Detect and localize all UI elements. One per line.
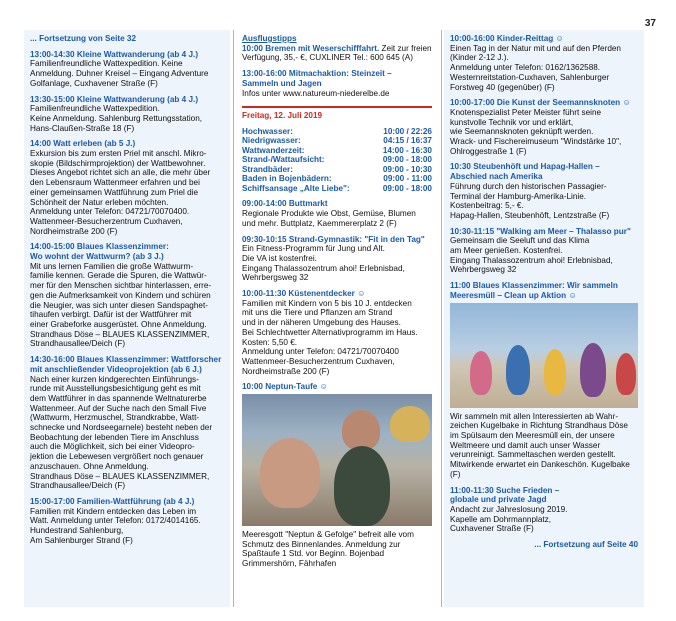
column-left [24,30,230,607]
event-body: Familien mit Kindern von 5 bis 10 J. entdecken mit uns die Tiere und Pflanzen am Strand und in der näheren Umgebung des Hauses. Bei Schlechtwetter Alternativprogramm im Haus. Kosten: 5,50 €. Anmeldung unter Telefon: 04721/70070400 Wattenmeer-Besucherzentrum Cuxhaven, Nordheimstraße 200 (F) [242,298,418,376]
column-divider [441,30,442,607]
event-item [242,289,432,376]
table-row [242,146,432,156]
tip-item [242,69,432,98]
event-body: Exkursion bis zum ersten Priel mit anschl. Mikro- skopie (Bildschirmprojektion) der Wattbewohner. Dieses Angebot richtet sich an alle, die mehr über den Lebensraum Wattenmeer erfahren und bei einer gemeinsamen Wattführung zum Priel die Schönheit der Natur erleben möchten. Anmeldung unter Telefon: 04721/70070400. Wattenmeer-Besucherzentrum Cuxhaven, Nordheimstraße 200 (F) [30,149,211,236]
tip-title: 10:00 Bremen mit Weserschifffahrt. [242,43,380,53]
page-number: 37 [644,18,656,29]
tide-label: Niedrigwasser: [242,136,301,146]
tide-label: Baden in Bojenbädern: [242,174,332,184]
event-body: Ein Fitness-Programm für Jung und Alt. Die VA ist kostenfrei. Eingang Thalassozentrum ahoi! Erlebnisbad, Wehrbergsweg 32 [242,244,405,283]
table-row [242,127,432,137]
person-shape [470,351,492,395]
tide-value: 04:15 / 16:37 [383,136,432,146]
event-title: 10:00-11:30 Küstenentdecker ☺ [242,289,366,299]
event-title: 13:00-14:30 Kleine Wattwanderung (ab 4 J.) [30,49,199,59]
event-body: Knotenspezialist Peter Meister führt seine kunstvolle Technik vor und erklärt, wie Seemannsknoten geknüpft werden. Wrack- und Fischereimuseum "Windstärke 10", Ohlroggestraße 1 (F) [450,107,622,156]
event-body: Einen Tag in der Natur mit und auf den Pferden (Kinder 2-12 J.). Anmeldung unter Telefon: 0162/1362588. Westernreitstation-Cuxhaven, Sahlenburger Forstweg 40 (gegenüber) (F) [450,43,621,92]
date-heading: Freitag, 12. Juli 2019 [242,111,323,121]
person-shape [260,438,320,508]
person-shape [334,446,390,526]
column-divider [233,30,234,607]
event-item [450,34,638,92]
table-row [242,184,432,194]
tide-value: 14:00 - 16:30 [382,145,432,155]
event-item [30,497,224,546]
column-right [444,30,644,607]
event-title: 10:30 Steubenhöft und Hapag-Hallen – Abschied nach Amerika [450,162,600,182]
continued-to: ... Fortsetzung auf Seite 40 [534,540,638,550]
tide-value: 10:00 / 22:26 [383,126,432,136]
tide-value: 09:00 - 11:00 [383,174,432,184]
event-title: 10:00-17:00 Die Kunst der Seemannsknoten ☺ [450,98,631,108]
person-shape [616,353,636,395]
event-title: 11:00-11:30 Suche Frieden – globale und private Jagd [450,485,560,505]
event-body: Familien mit Kindern entdecken das Leben im Watt. Anmeldung unter Telefon: 0172/4014165. Hundestrand Sahlenburg, Am Sahlenburger Strand (F) [30,506,201,545]
event-item [30,355,224,491]
tide-value: 09:00 - 18:00 [382,183,432,193]
person-shape [506,345,530,395]
tide-label: Wattwanderzeit: [242,145,305,155]
event-body: Familienfreundliche Wattexpedition. Keine Anmeldung. Duhner Kreisel – Eingang Adventure Golfanlage, Cuxhavener Straße (F) [30,59,209,88]
event-title: 15:00-17:00 Familien-Wattführung (ab 4 J.) [30,496,195,506]
event-body: Regionale Produkte wie Obst, Gemüse, Blumen und mehr. Buttplatz, Kaemmererplatz 2 (F) [242,209,416,228]
neptun-photo [242,394,432,526]
table-row [242,136,432,146]
tide-label: Hochwasser: [242,126,293,136]
event-body: Mit uns lernen Familien die große Wattwurm- familie kennen. Gerade die Spuren, die Wattwür- mer für den Menschen sichtbar hinterlassen, erre- gen die Aufmerksamkeit von Kindern und schüren die Neugier, was sich unter diesen Sandspaghet- tihaufen verbirgt. Dafür ist der Wattführer mit einer Grabeforke ausgerüstet. Ohne Anmeldung. Strandhaus Döse – BLAUES KLASSENZIMMER, Strandhausallee/Deich (F) [30,261,212,349]
event-item [450,162,638,220]
tide-label: Schiffsansage „Alte Liebe": [242,183,350,193]
person-shape [580,343,606,397]
event-title: 11:00 Blaues Klassenzimmer: Wir sammeln Meeresmüll – Clean up Aktion ☺ [450,281,618,300]
event-title: 09:30-10:15 Strand-Gymnastik: "Fit in den Tag" [242,234,425,244]
event-item [30,139,224,236]
event-item [30,50,224,89]
tide-value: 09:00 - 10:30 [382,164,432,174]
crown-shape [390,406,430,442]
tip-item [242,44,432,63]
continued-from: ... Fortsetzung von Seite 32 [30,34,137,43]
tip-body: Infos unter www.natureum-niederelbe.de [242,88,390,98]
table-row [242,155,432,165]
event-item [242,235,432,284]
event-title: 10:30-11:15 "Walking am Meer – Thalasso pur" [450,226,631,236]
beach-cleanup-photo [450,303,638,408]
event-title: 14:30-16:00 Blaues Klassenzimmer: Wattforscher mit anschließender Videoprojektion (ab 6 J.) [30,355,222,374]
tide-label: Strand-/Wattaufsicht: [242,155,325,165]
event-item [242,199,432,228]
tide-label: Strandbäder: [242,164,293,174]
column-middle [236,30,438,607]
event-title: 09:00-14:00 Buttmarkt [242,199,328,209]
event-body: Familienfreundliche Wattexpedition. Keine Anmeldung. Sahlenburg Rettungsstation, Hans-Claußen-Straße 18 (F) [30,104,203,133]
tip-body: Zeit zur freien Verfügung, 35,- €, CUXLINER Tel.: 600 645 (A) [242,43,432,63]
event-title: 13:30-15:00 Kleine Wattwanderung (ab 4 J.) [30,94,199,104]
tide-table [242,127,432,194]
event-body: Gemeinsam die Seeluft und das Klima am Meer genießen. Kostenfrei. Eingang Thalassozentrum ahoi! Erlebnisbad, Wehrbergsweg 32 [450,236,613,275]
event-title: 14:00 Watt erleben (ab 5 J.) [30,139,136,149]
event-title: 10:00-16:00 Kinder-Reittag ☺ [450,34,564,43]
event-item [450,227,638,276]
event-title: 10:00 Neptun-Taufe ☺ [242,382,328,392]
event-body: Führung durch den historischen Passagier- Terminal der Hamburg-Amerika-Linie. Kostenbeitrag: 5,- €. Hapag-Hallen, Steubenhöft, Lentzstraße (F) [450,181,610,220]
event-item [30,95,224,134]
date-divider [242,106,432,108]
person-shape [544,349,566,395]
event-item [30,242,224,349]
event-body: Wir sammeln mit allen Interessierten ab Wahr- zeichen Kugelbake in Richtung Strandhaus Döse im Spülsaum den Meeresmüll ein, der unsere Weltmeere und damit auch unser Wasser verunreinigt. Sammeltaschen werden gestellt. Mitwirkende erwartet ein Dankeschön. Kugelbake (F) [450,411,630,479]
event-body: Meeresgott "Neptun & Gefolge" befreit alle vom Schmutz des Binnenlandes. Anmeldung zur Spaßtaufe 1 Std. vor Beginn. Bojenbad Grimmershörn, Fährhafen [242,530,414,569]
person-shape [342,410,380,450]
event-item [450,486,638,535]
event-title: 14:00-15:00 Blaues Klassenzimmer: Wo wohnt der Wattwurm? (ab 3 J.) [30,242,169,262]
table-row [242,174,432,184]
section-title: Ausflugstipps [242,34,297,43]
event-body: Nach einer kurzen kindgerechten Einführungs- runde mit Ausstellungsbesichtigung geht es mit dem Wattführer in das spannende Weltnaturerbe Wattenmeer. Auf der Suche nach den Small Five (Wattwurm, Herzmuschel, Strandkrabbe, Watt- schnecke und Nordseegarnele) besteht neben der Beobachtung der lebenden Tiere im Anschluss auch die Möglichkeit, sich bei einer Videopro- jektion die Lebewesen vergrößert noch genauer anzuschauen. Ohne Anmeldung. Strandhaus Döse – BLAUES KLASSENZIMMER, Strandhausallee/Deich (F) [30,374,213,491]
tide-value: 09:00 - 18:00 [382,155,432,165]
event-item [450,98,638,156]
table-row [242,165,432,175]
event-body: Andacht zur Jahreslosung 2019. Kapelle am Dohrmannplatz, Cuxhavener Straße (F) [450,504,568,534]
tip-title: 13:00-16:00 Mitmachaktion: Steinzeit – Sammeln und Jagen [242,69,392,88]
